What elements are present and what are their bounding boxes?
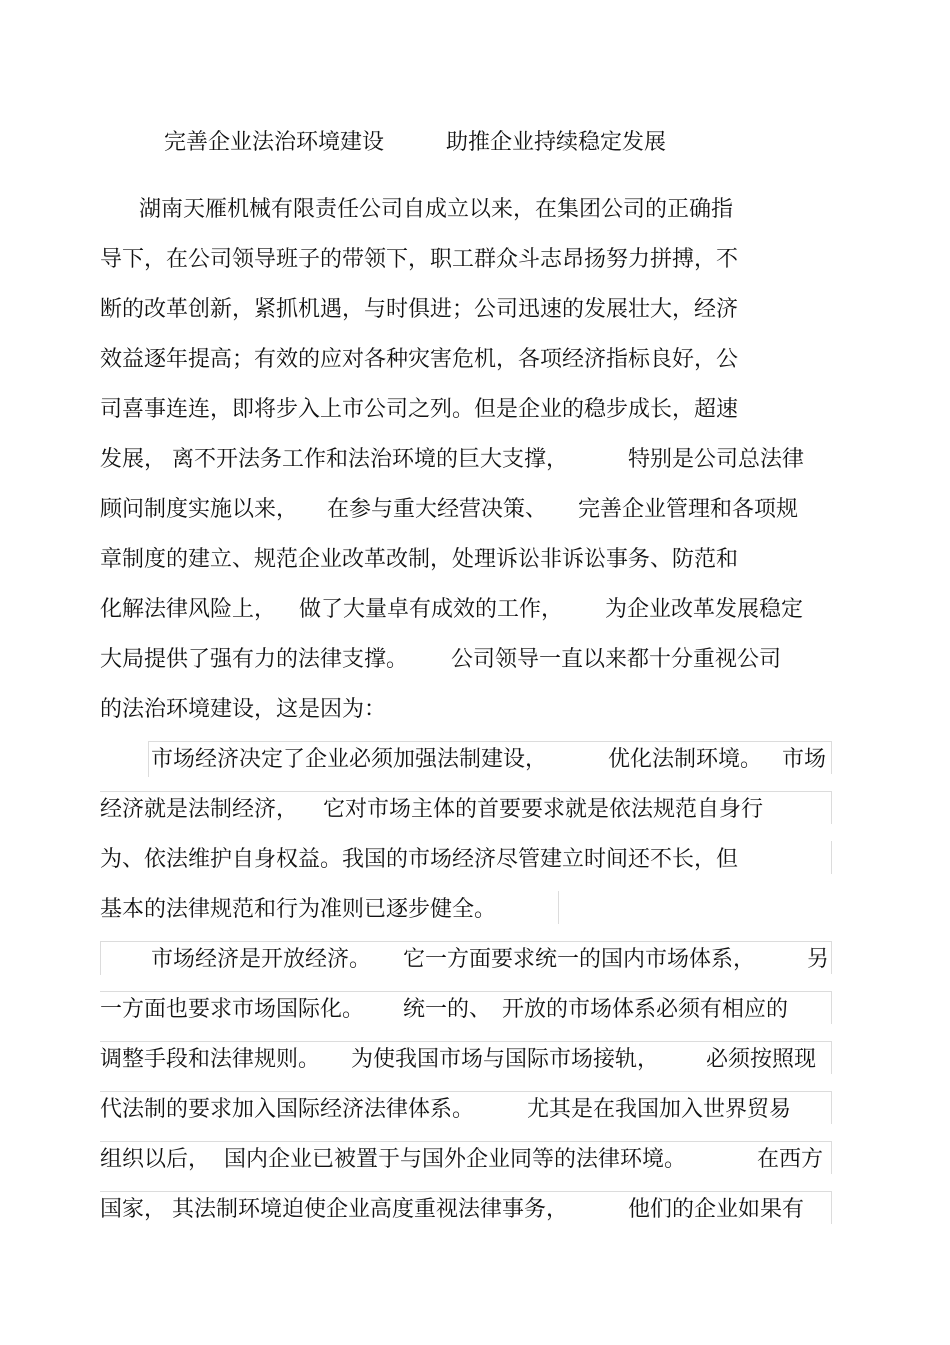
text-line [0, 943, 950, 977]
table-rule [831, 1091, 832, 1124]
table-rule [100, 1041, 832, 1042]
text-segment: 湖南天雁机械有限责任公司自成立以来，在集团公司的正确指 [139, 197, 734, 222]
title-left: 完善企业法治环境建设 [164, 130, 385, 155]
text-line [0, 393, 950, 427]
text-segment: 它一方面要求统一的国内市场体系， [403, 947, 756, 972]
text-line [0, 593, 950, 627]
text-segment: 基本的法律规范和行为准则已逐步健全。 [100, 897, 497, 922]
text-line [0, 443, 950, 477]
text-segment: 为企业改革发展稳定 [605, 597, 804, 622]
text-segment: 开放的市场体系必须有相应的 [502, 997, 789, 1022]
table-rule [148, 741, 832, 742]
text-segment: 一方面也要求市场国际化。 [100, 997, 365, 1022]
text-segment: 顾问制度实施以来， [100, 497, 299, 522]
text-segment: 另 [807, 947, 830, 972]
table-rule [831, 1141, 832, 1174]
text-line [0, 1143, 950, 1177]
text-segment: 国内企业已被置于与国外企业同等的法律环境。 [224, 1147, 687, 1172]
text-segment: 必须按照现 [706, 1047, 817, 1072]
text-segment: 效益逐年提高；有效的应对各种灾害危机，各项经济指标良好，公 [100, 347, 739, 372]
table-rule [831, 941, 832, 974]
text-segment: 经济就是法制经济， [100, 797, 299, 822]
table-rule [831, 741, 832, 774]
text-segment: 导下，在公司领导班子的带领下，职工群众斗志昂扬努力拼搏，不 [100, 247, 739, 272]
text-segment: 代法制的要求加入国际经济法律体系。 [100, 1097, 475, 1122]
table-rule [831, 991, 832, 1024]
text-segment: 尤其是在我国加入世界贸易 [527, 1097, 792, 1122]
text-line [0, 793, 950, 827]
text-line [0, 693, 950, 727]
document-title [0, 128, 950, 158]
text-segment: 为、依法维护自身权益。我国的市场经济尽管建立时间还不长，但 [100, 847, 739, 872]
text-line [0, 493, 950, 527]
text-segment: 的法治环境建设，这是因为： [100, 697, 387, 722]
text-segment: 特别是公司总法律 [628, 447, 805, 472]
table-rule [831, 791, 832, 824]
text-segment: 化解法律风险上， [100, 597, 277, 622]
text-segment: 它对市场主体的首要要求就是依法规范自身行 [323, 797, 764, 822]
table-rule [100, 1141, 832, 1142]
text-segment: 市场 [782, 747, 827, 772]
text-line [0, 743, 950, 777]
text-line [0, 243, 950, 277]
table-rule [831, 1041, 832, 1074]
text-segment: 组织以后， [100, 1147, 211, 1172]
text-line [0, 1043, 950, 1077]
text-segment: 大局提供了强有力的法律支撑。 [100, 647, 409, 672]
table-rule [100, 991, 832, 992]
text-line [0, 843, 950, 877]
table-rule [100, 941, 101, 975]
text-segment: 公司领导一直以来都十分重视公司 [451, 647, 782, 672]
text-segment: 离不开法务工作和法治环境的巨大支撑， [172, 447, 569, 472]
text-line [0, 343, 950, 377]
text-segment: 优化法制环境。 [608, 747, 763, 772]
title-right: 助推企业持续稳定发展 [446, 130, 667, 155]
text-segment: 章制度的建立、规范企业改革改制，处理诉讼非诉讼事务、防范和 [100, 547, 739, 572]
table-rule [100, 1091, 832, 1092]
text-line [0, 1193, 950, 1227]
text-segment: 为使我国市场与国际市场接轨， [351, 1047, 660, 1072]
text-segment: 市场经济是开放经济。 [151, 947, 372, 972]
table-rule [558, 891, 559, 924]
text-line [0, 193, 950, 227]
table-rule [100, 1191, 832, 1192]
text-line [0, 993, 950, 1027]
text-line [0, 1093, 950, 1127]
table-rule [100, 791, 832, 792]
text-line [0, 893, 950, 927]
text-segment: 调整手段和法律规则。 [100, 1047, 321, 1072]
table-rule [831, 841, 832, 874]
text-segment: 司喜事连连，即将步入上市公司之列。但是企业的稳步成长，超速 [100, 397, 739, 422]
text-line [0, 643, 950, 677]
text-segment: 国家， [100, 1197, 167, 1222]
text-segment: 在西方 [757, 1147, 824, 1172]
text-segment: 统一的、 [403, 997, 492, 1022]
text-segment: 做了大量卓有成效的工作， [299, 597, 564, 622]
table-rule [100, 941, 832, 942]
text-segment: 发展， [100, 447, 167, 472]
text-segment: 他们的企业如果有 [628, 1197, 805, 1222]
text-line [0, 543, 950, 577]
text-line [0, 293, 950, 327]
table-rule [831, 1191, 832, 1224]
table-rule [148, 741, 149, 777]
text-segment: 完善企业管理和各项规 [578, 497, 799, 522]
text-segment: 断的改革创新，紧抓机遇，与时俱进；公司迅速的发展壮大，经济 [100, 297, 739, 322]
text-segment: 在参与重大经营决策、 [327, 497, 548, 522]
text-segment: 市场经济决定了企业必须加强法制建设， [151, 747, 548, 772]
text-segment: 其法制环境迫使企业高度重视法律事务， [172, 1197, 569, 1222]
